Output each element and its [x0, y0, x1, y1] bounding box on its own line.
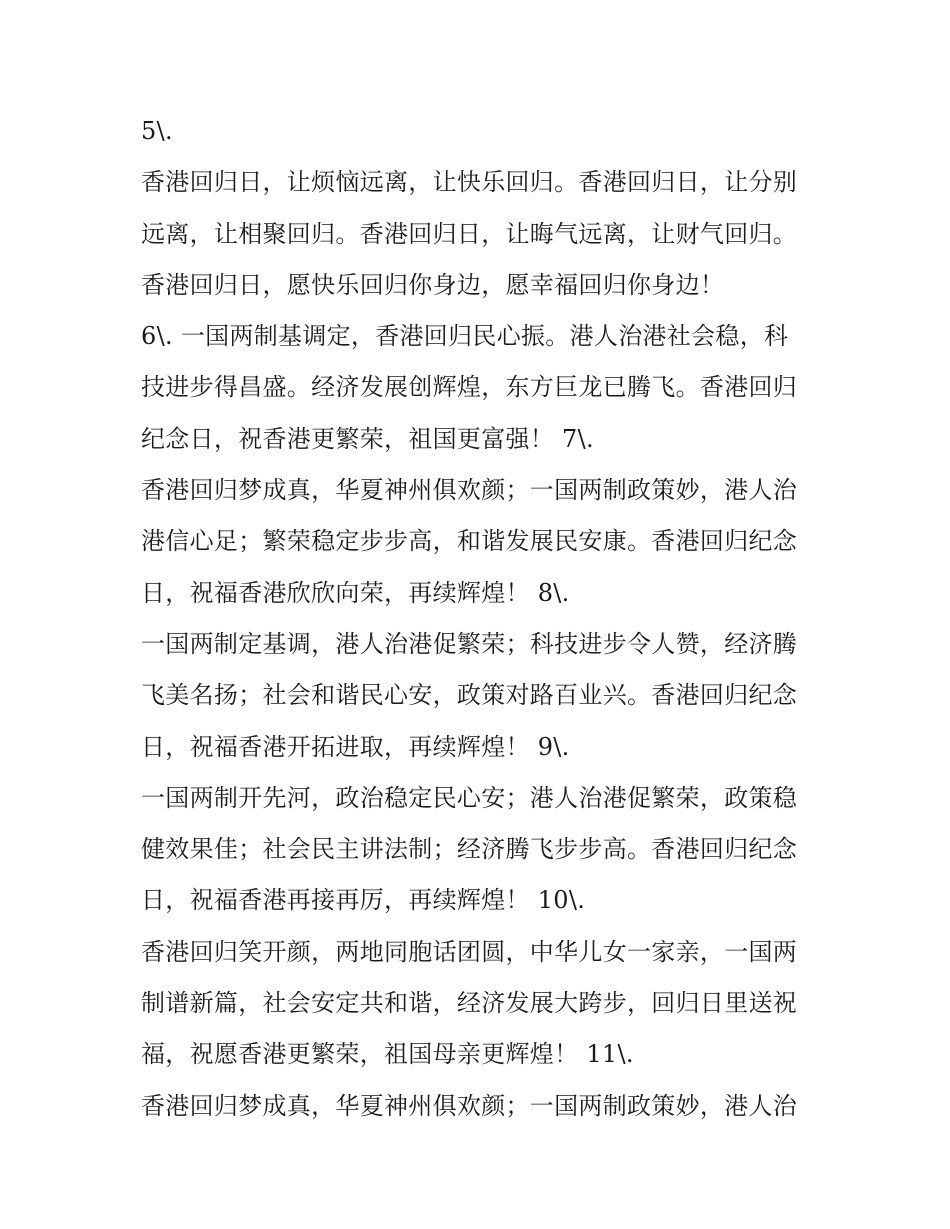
text-line: 一国两制定基调，港人治港促繁荣；科技进步令人赞，经济腾 [141, 629, 798, 658]
text-line: 港信心足；繁荣稳定步步高，和谐发展民安康。香港回归纪念 [141, 527, 798, 556]
text-line: 纪念日，祝香港更繁荣，祖国更富强！ 7\. [141, 424, 594, 453]
text-line: 福，祝愿香港更繁荣，祖国母亲更辉煌！ 11\. [141, 1040, 634, 1069]
text-line: 健效果佳；社会民主讲法制；经济腾飞步步高。香港回归纪念 [141, 835, 798, 864]
text-line: 飞美名扬；社会和谐民心安，政策对路百业兴。香港回归纪念 [141, 681, 798, 710]
text-line: 日，祝福香港再接再厉，再续辉煌！ 10\. [141, 886, 586, 915]
text-line: 5\. [141, 117, 173, 145]
text-line: 香港回归日，让烦恼远离，让快乐回归。香港回归日，让分别 [141, 168, 798, 197]
text-line: 远离，让相聚回归。香港回归日，让晦气远离，让财气回归。 [141, 219, 798, 248]
text-line: 日，祝福香港欣欣向荣，再续辉煌！ 8\. [141, 578, 570, 607]
text-line: 香港回归梦成真，华夏神州俱欢颜；一国两制政策妙，港人治 [141, 1091, 798, 1120]
text-line: 制谱新篇，社会安定共和谐，经济发展大跨步，回归日里送祝 [141, 989, 798, 1018]
text-line: 香港回归笑开颜，两地同胞话团圆，中华儿女一家亲，一国两 [141, 937, 798, 966]
text-line: 技进步得昌盛。经济发展创辉煌，东方巨龙已腾飞。香港回归 [141, 373, 798, 402]
text-line: 一国两制开先河，政治稳定民心安；港人治港促繁荣，政策稳 [141, 783, 798, 812]
text-line: 香港回归梦成真，华夏神州俱欢颜；一国两制政策妙，港人治 [141, 476, 798, 505]
document-body [141, 106, 821, 1132]
text-line: 6\. 一国两制基调定，香港回归民心振。港人治港社会稳，科 [141, 322, 789, 351]
text-line: 日，祝福香港开拓进取，再续辉煌！ 9\. [141, 732, 570, 761]
text-line: 香港回归日，愿快乐回归你身边，愿幸福回归你身边！ [141, 270, 725, 299]
